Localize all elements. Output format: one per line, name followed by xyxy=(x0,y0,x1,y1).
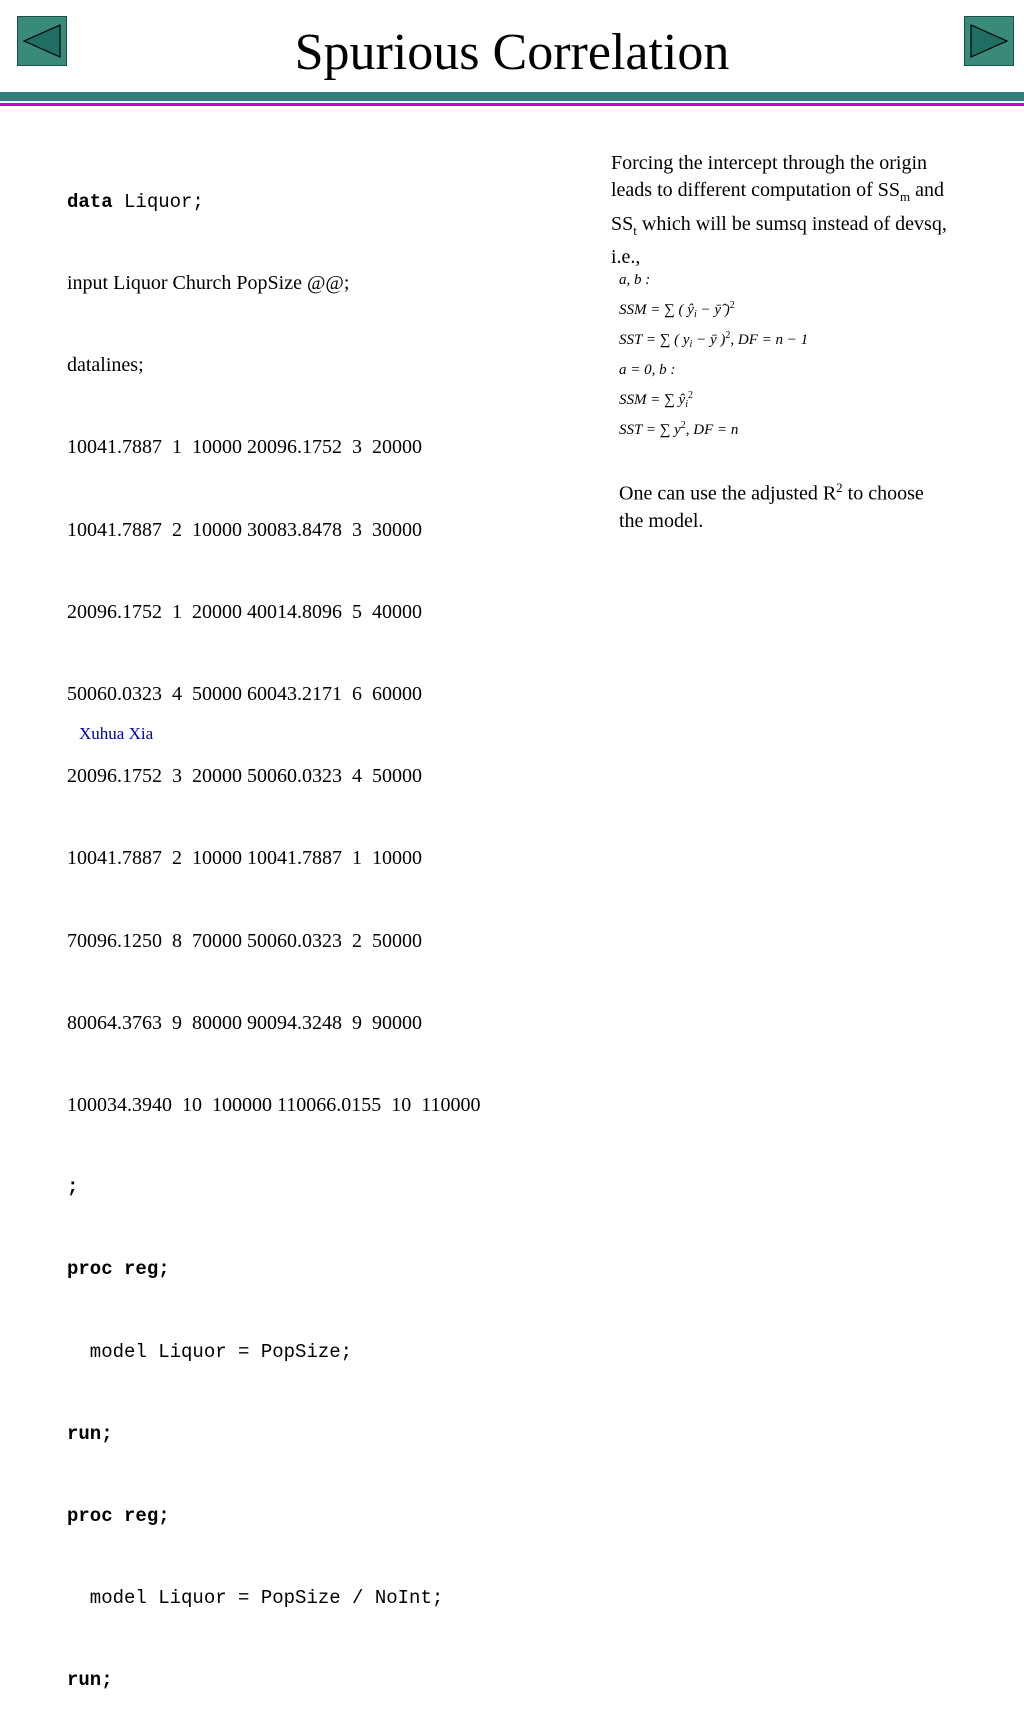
proc-reg-statement: proc reg; xyxy=(67,1258,170,1281)
data-row: 20096.1752 3 20000 50060.0323 4 50000 xyxy=(67,765,422,788)
data-row: 50060.0323 4 50000 60043.2171 6 60000 xyxy=(67,683,422,706)
dataset-name: Liquor; xyxy=(112,190,204,213)
model-statement: model Liquor = PopSize; xyxy=(67,1340,353,1363)
equation-sst-no-intercept: SST = ∑ $y^2$, DF = n xyxy=(619,420,739,438)
slide-title: Spurious Correlation xyxy=(294,24,730,81)
adjusted-r2-note: One can use the adjusted $R^2$ to choose the model. xyxy=(619,480,924,533)
data-row: 100034.3940 10 100000 110066.0155 10 110000 xyxy=(67,1094,481,1117)
equation-with-intercept-label: a, b : xyxy=(619,272,651,288)
equation-ssm-no-intercept: SSM = ∑ $ŷ_i^2$ xyxy=(619,390,693,410)
data-row: 20096.1752 1 20000 40014.8096 5 40000 xyxy=(67,600,422,623)
sum-of-squares-equations xyxy=(619,270,808,450)
run-statement: run; xyxy=(67,1669,113,1692)
title-divider-teal xyxy=(0,92,1024,101)
title-divider-magenta xyxy=(0,103,1024,106)
run-statement: run; xyxy=(67,1422,113,1445)
equation-sst-intercept: SST = ∑ ( $y_i$ − ȳ )$^2$, DF = n − 1 xyxy=(619,330,809,350)
data-row: 70096.1250 8 70000 50060.0323 2 50000 xyxy=(67,929,422,952)
sas-code-block xyxy=(67,133,481,1722)
data-terminator: ; xyxy=(67,1176,79,1199)
proc-reg-statement: proc reg; xyxy=(67,1505,170,1528)
data-row: 10041.7887 1 10000 20096.1752 3 20000 xyxy=(67,436,422,459)
data-keyword: data xyxy=(67,190,113,213)
input-statement: input Liquor Church PopSize @@; xyxy=(67,272,350,295)
equation-ssm-intercept: SSM = ∑ ( $ŷ_i$ − ȳ̂ )$^2$ xyxy=(619,300,735,320)
data-row: 10041.7887 2 10000 30083.8478 3 30000 xyxy=(67,518,422,541)
author-footer: Xuhua Xia xyxy=(79,724,154,743)
datalines-statement: datalines; xyxy=(67,354,144,377)
model-nointercept-statement: model Liquor = PopSize / NoInt; xyxy=(67,1587,444,1610)
equation-no-intercept-label: a = 0, b : xyxy=(619,362,676,378)
intercept-explanation: Forcing the intercept through the origin leads to different computation of $SS_m$ and $SS_t$ which will be sumsq instead of devsq, i.e., xyxy=(611,152,947,269)
data-row: 10041.7887 2 10000 10041.7887 1 10000 xyxy=(67,847,422,870)
data-row: 80064.3763 9 80000 90094.3248 9 90000 xyxy=(67,1011,422,1034)
